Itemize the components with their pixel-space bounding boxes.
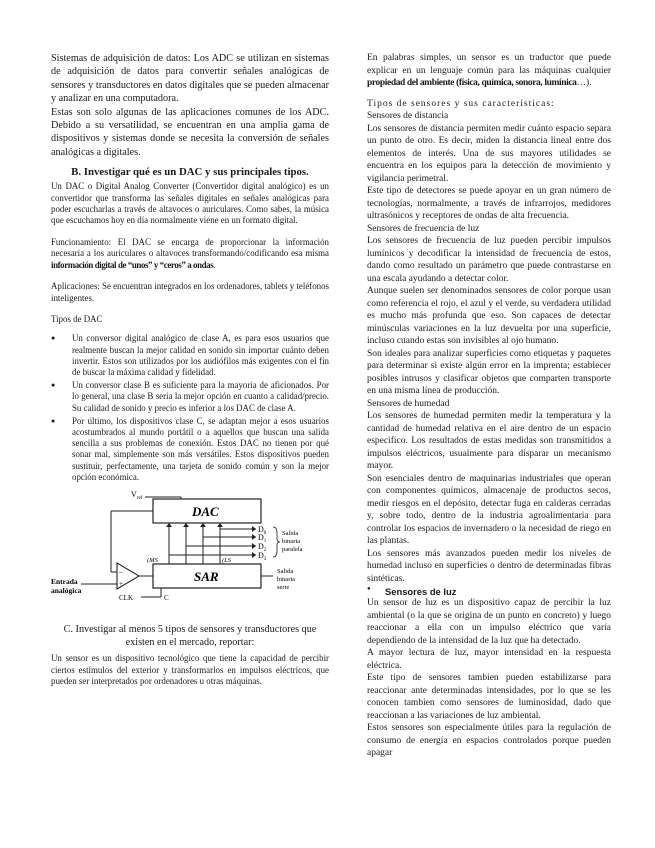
analog-input-label-1: Entrada bbox=[51, 576, 78, 586]
clock-c-label: C bbox=[164, 593, 169, 602]
sensor-intro-paragraph bbox=[367, 52, 611, 90]
dac-applications-paragraph: Aplicaciones: Se encuentran integrados en los ordenadores, tablets y teléfonos inteligentes. bbox=[51, 281, 329, 303]
out-arrow-d3 bbox=[252, 552, 256, 558]
light-sensor-title: ● Sensores de luz bbox=[367, 586, 611, 597]
parallel-out-label-3: paralela bbox=[282, 545, 303, 553]
d0-label: $D_0$ bbox=[258, 524, 267, 536]
diagram-svg bbox=[51, 489, 329, 619]
dac-function-paragraph bbox=[51, 237, 329, 271]
comparator-plus: + bbox=[119, 579, 123, 588]
light-frequency-sensor-p1: Los sensores de frecuencia de luz pueden percibir impulsos lumínicos y decodificar la intensidad de frecuencia de estos, dando como resultado un parámetro que puede contrastarse en una escala ayudando a detectar color. bbox=[367, 236, 611, 284]
section-c-heading: C. Investigar al menos 5 tipos de sensores y transductores que existen en el mercado, reportar: bbox=[63, 623, 317, 648]
sensor-types-title: Tipos de sensores y sus características: bbox=[367, 98, 555, 109]
dac-function-bold: información digital de “unos” y “ceros” a ondas bbox=[51, 259, 214, 270]
ls-label: (LS bbox=[222, 556, 232, 564]
distance-sensor-p1: Los sensores de distancia permiten medir cuánto espacio separa un punto de otro. Es decir, miden la distancia lineal entre dos elementos de interés. Una de sus mayores utilidades se encuentra en los equipos para la detección de movimiento y vigilancia perimetral. bbox=[367, 123, 611, 184]
sensor-intro-bold: propiedad del ambiente (física, química, sonora, lumínica bbox=[367, 78, 577, 88]
comparator-minus: – bbox=[119, 567, 123, 576]
list-item: ● Un conversor digital analógico de clase A, es para esos usuarios que realmente buscan la mejor calidad en sonido sin importar cuánto deben invertir. Estos son utilizados por los audiófilos más exigentes con el fin de buscar la máxima calidad y fidelidad. bbox=[51, 333, 329, 378]
section-b-heading: B. Investigar qué es un DAC y sus principales tipos. bbox=[71, 166, 309, 179]
dac-function-text: Funcionamiento: El DAC se encarga de proporcionar la información necesaria a los auriculares o altavoces transformando/codificando esa misma bbox=[51, 236, 329, 259]
out-arrow-d0 bbox=[252, 526, 256, 532]
dac-types-label: Tipos de DAC bbox=[51, 313, 103, 324]
adc-summary-paragraph: Estas son solo algunas de las aplicaciones comunes de los ADC. Debido a su versatilidad, se encuentran en una amplia gama de dispositivos y sistemas donde se necesita la conversión de señales analógicas a digitales. bbox=[51, 106, 329, 158]
list-item: ● Por último, los dispositivos clase C, se adaptan mejor a esos usuarios acostumbrados al mundo portátil o a aquellos que buscan una salida sencilla a sus problemas de conexión. Estos DAC no tienen por qué sonar mal, simplemente son más versátiles. Estos dispositivos pueden sustituir, perfectamente, una tarjeta de sonido común y son la mejor opción económica. bbox=[51, 416, 329, 483]
left-column bbox=[51, 52, 329, 687]
dac-function-end: . bbox=[213, 259, 216, 270]
sar-label: SAR bbox=[194, 568, 219, 584]
right-column bbox=[367, 52, 611, 760]
distance-sensor-title: Sensores de distancia bbox=[367, 111, 449, 121]
light-frequency-sensor-title: Sensores de frecuencia de luz bbox=[367, 223, 480, 234]
dac-label: DAC bbox=[192, 503, 219, 519]
distance-sensor-p2: Este tipo de detectores se puede apoyar en un gran número de tecnologías, normalmente, a través de infrarrojos, medidores ultrasónicos y receptores de ondas de alta frecuencia. bbox=[367, 186, 611, 221]
light-sensor-p4: Estos sensores son especialmente útiles para la regulación de consumo de energía en espacios controlados porque pueden apagar bbox=[367, 723, 611, 758]
d2-label: $D_2$ bbox=[258, 541, 267, 553]
parallel-out-label-2: binaria bbox=[282, 537, 301, 545]
sensor-intro-text: En palabras simples, un sensor es un traductor que puede explicar en un lenguaje común para las máquinas cualquier bbox=[367, 53, 611, 76]
adc-paragraph: Sistemas de adquisición de datos: Los ADC se utilizan en sistemas de adquisición de datos para convertir señales analógicas de sensores y transductores en datos digitales que se pueden almacenar y analizar en una computadora. bbox=[51, 53, 329, 105]
d1-label: $D_1$ bbox=[258, 532, 267, 544]
light-frequency-sensor-p3: Son ideales para analizar superficies como etiquetas y paquetes para determinar si existe algún error en la imprenta; establecer posibles intrusos y clasificar objetos que comparten transporte en una misma línea de producción. bbox=[367, 348, 611, 396]
out-arrow-d1 bbox=[252, 534, 256, 540]
serial-out-label-1: Salida bbox=[277, 567, 294, 575]
clock-label: CLK bbox=[119, 593, 133, 602]
serial-out-label-2: binaria bbox=[277, 575, 296, 583]
dac-definition-paragraph: Un DAC o Digital Analog Converter (Convertidor digital analógico) es un convertidor que transforma las señales digitales en señales analógicas para poder escucharlas a través de altavoces o auriculares. Como sabes, la música que escuchamos hoy en día normalmente viene en un formato digital. bbox=[51, 181, 329, 226]
humidity-sensor-p1: Los sensores de humedad permiten medir la temperatura y la cantidad de humedad relativa en el aire dentro de un espacio específico. Los resultados de estas medidas son transmitidos a impulsos eléctricos, usualmente para disparar un mecanismo mayor. bbox=[367, 411, 611, 471]
vref-label: $V_{ref}$ bbox=[131, 489, 143, 501]
sensor-intro-end: …). bbox=[576, 78, 592, 88]
light-sensor-p1: Un sensor de luz es un dispositivo capaz de percibir la luz ambiental (o la que se origina de un punto en concreto) y luego reaccionar a ella con un impulso eléctrico que varía dependiendo de la intensidad de la luz que ha detectado. bbox=[367, 598, 611, 646]
light-frequency-sensor-p2: Aunque suelen ser denominados sensores de color porque usan como referencia el rojo, el azul y el verde, su verdadera utilidad es mucho más profunda que eso. Son capaces de detectar minúsculas variaciones en la luz devuelta por una superficie, incluso cuando estas son invisibles al ojo humano. bbox=[367, 286, 611, 346]
analog-input-label-2: analógica bbox=[51, 585, 82, 595]
serial-out-label-3: serie bbox=[277, 583, 290, 591]
ms-label: (MS bbox=[147, 556, 158, 564]
humidity-sensor-p2: Son esenciales dentro de maquinarias industriales que operan con componentes químicos, almacenaje de productos secos, medir riesgos en el depósito, detectar fuga en calderas cerradas y, sobre todo, dentro de la industria agroalimentaria para controlar los espacios de invernadero o la necesidad de riego en las plantas. bbox=[367, 473, 611, 546]
adc-sar-diagram bbox=[51, 489, 329, 619]
parallel-out-label-1: Salida bbox=[282, 529, 299, 537]
sensor-definition-paragraph: Un sensor es un dispositivo tecnológico que tiene la capacidad de percibir ciertos estímulos del exterior y transformarlos en impulsos eléctricos, que pueden ser interpretados por ordenadores u otras máquinas. bbox=[51, 653, 329, 686]
dac-types-list bbox=[51, 333, 329, 483]
light-sensor-p3: Este tipo de sensores tambien pueden estabilizarse para reaccionar ante determinadas intensidades, por lo que se les conocen tambien como sensores de luminosidad, dado que reaccionan a las variaciones de luz ambiental. bbox=[367, 673, 611, 721]
d3-label: $D_3$ bbox=[258, 550, 267, 562]
list-item: ● Un conversor clase B es suficiente para la mayoría de aficionados. Por lo general, una clase B sería la mejor opción en cuanto a calidad/precio. Su calidad de sonido y precio es inferior a los DAC de clase A. bbox=[51, 380, 329, 414]
out-arrow-d2 bbox=[252, 543, 256, 549]
humidity-sensor-title: Sensores de humedad bbox=[367, 398, 450, 409]
parallel-brace bbox=[273, 527, 280, 557]
humidity-sensor-p3: Los sensores más avanzados pueden medir los niveles de humedad incluso en superficies o dentro de determinadas fibras sintéticas. bbox=[367, 548, 611, 584]
light-sensor-p2: A mayor lectura de luz, mayor intensidad en la respuesta eléctrica. bbox=[367, 648, 611, 671]
